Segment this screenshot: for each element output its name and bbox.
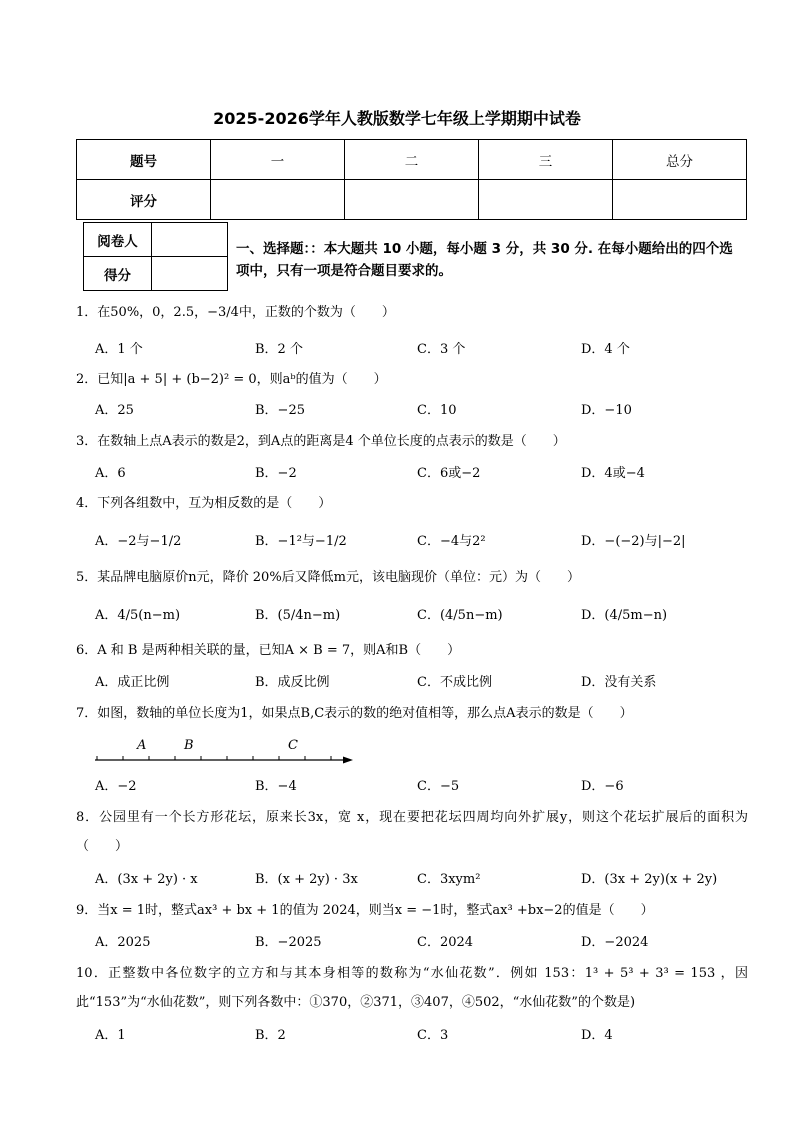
option-d: D．−10 <box>581 403 632 418</box>
score-cell-total <box>613 180 747 220</box>
option-a: A．(3x + 2y) · x <box>95 872 198 887</box>
point-b-label: B <box>184 738 194 753</box>
section-heading: 一、选择题：：本大题共 10 小题，每小题 3 分，共 30 分. 在每小题给出的四个选项中，只有一项是符合题目要求的。 <box>236 241 733 279</box>
option-a: A．−2 <box>95 779 137 794</box>
option-b: B．−2025 <box>255 935 322 950</box>
options-row <box>95 528 755 556</box>
question-stem: 10．正整数中各位数字的立方和与其本身相等的数称为“水仙花数”．例如 153：1³ + 5³ + 3³ = 153 ，因此“153”为“水仙花数”，则下列各数中：①370，②371，③407，④502，“水仙花数”的个数是) <box>76 966 748 1010</box>
number-line-figure <box>95 736 357 766</box>
option-b: B．−25 <box>255 403 305 418</box>
header-part-2: 二 <box>345 140 479 180</box>
options-row <box>95 773 755 801</box>
question-stem: 3．在数轴上点A表示的数是2，到A点的距离是4 个单位长度的点表示的数是（ ） <box>76 434 566 449</box>
option-b: B．2 <box>255 1028 286 1043</box>
option-d: D．4或−4 <box>581 466 645 481</box>
option-c: C．−5 <box>417 779 460 794</box>
option-c: C．(4/5n−m) <box>417 608 503 623</box>
option-a: A．1 个 <box>95 342 143 357</box>
question-stem: 4．下列各组数中，互为相反数的是（ ） <box>76 496 332 511</box>
option-c: C．3 <box>417 1028 449 1043</box>
row-label-score: 评分 <box>77 180 211 220</box>
option-d: D．−2024 <box>581 935 649 950</box>
options-row <box>95 929 755 957</box>
option-b: B．成反比例 <box>255 675 330 690</box>
option-c: C．6或−2 <box>417 466 481 481</box>
option-d: D．(3x + 2y)(x + 2y) <box>581 872 718 887</box>
option-d: D．−6 <box>581 779 624 794</box>
point-c-label: C <box>288 738 298 753</box>
page-title: 2025-2026学年人教版数学七年级上学期期中试卷 <box>213 109 581 128</box>
question-stem: 5．某品牌电脑原价n元，降价 20%后又降低m元，该电脑现价（单位：元）为（ ） <box>76 570 580 585</box>
review-score-label: 得分 <box>84 257 152 291</box>
options-row <box>95 602 755 630</box>
option-a: A．6 <box>95 466 126 481</box>
question-stem: 1．在50%，0，2.5，−3/4中，正数的个数为（ ） <box>76 305 395 320</box>
question-stem: 6．A 和 B 是两种相关联的量，已知A × B = 7，则A和B（ ） <box>76 643 461 658</box>
option-a: A．4/5(n−m) <box>95 608 181 623</box>
option-b: B．−4 <box>255 779 297 794</box>
options-row <box>95 669 755 697</box>
option-c: C．10 <box>417 403 457 418</box>
option-a: A．25 <box>95 403 134 418</box>
option-b: B．(5/4n−m) <box>255 608 341 623</box>
option-b: B．(x + 2y) · 3x <box>255 872 358 887</box>
option-b: B．−2 <box>255 466 297 481</box>
header-total: 总分 <box>613 140 747 180</box>
option-c: C．3xym² <box>417 872 481 887</box>
question-stem: 9．当x = 1时，整式ax³ + bx + 1的值为 2024，则当x = −1时，整式ax³ +bx−2的值是（ ） <box>76 903 654 918</box>
score-table-score-row <box>77 180 747 220</box>
option-c: C．−4与2² <box>417 534 486 549</box>
score-cell-3 <box>479 180 613 220</box>
header-part-3: 三 <box>479 140 613 180</box>
option-d: D．(4/5m−n) <box>581 608 668 623</box>
options-row <box>95 1022 755 1050</box>
option-d: D．4 个 <box>581 342 630 357</box>
reviewer-value <box>152 223 228 257</box>
options-row <box>95 866 755 894</box>
question-stem: 8．公园里有一个长方形花坛，原来长3x，宽 x，现在要把花坛四周均向外扩展y，则这个花坛扩展后的面积为（ ） <box>76 810 748 854</box>
point-a-label: A <box>137 738 147 753</box>
reviewer-label: 阅卷人 <box>84 223 152 257</box>
option-c: C．2024 <box>417 935 474 950</box>
review-box <box>83 222 228 291</box>
option-b: B．2 个 <box>255 342 303 357</box>
question-stem: 2．已知|a + 5| + (b−2)² = 0，则aᵇ的值为（ ） <box>76 372 387 387</box>
option-a: A．1 <box>95 1028 126 1043</box>
option-d: D．没有关系 <box>581 675 657 690</box>
question-stem: 7．如图，数轴的单位长度为1，如果点B,C表示的数的绝对值相等，那么点A表示的数是（ ） <box>76 706 633 721</box>
options-row <box>95 397 755 425</box>
header-question-number: 题号 <box>77 140 211 180</box>
score-table <box>76 139 747 220</box>
header-part-1: 一 <box>211 140 345 180</box>
option-a: A．−2与−1/2 <box>95 534 182 549</box>
option-d: D．4 <box>581 1028 613 1043</box>
review-score-value <box>152 257 228 291</box>
option-c: C．3 个 <box>417 342 466 357</box>
option-d: D．−(−2)与|−2| <box>581 534 686 549</box>
score-table-header-row <box>77 140 747 180</box>
option-c: C．不成比例 <box>417 675 492 690</box>
option-a: A．成正比例 <box>95 675 170 690</box>
number-line-arrow-icon <box>343 757 353 764</box>
option-a: A．2025 <box>95 935 151 950</box>
options-row <box>95 460 755 488</box>
options-row <box>95 336 755 364</box>
score-cell-2 <box>345 180 479 220</box>
option-b: B．−1²与−1/2 <box>255 534 347 549</box>
score-cell-1 <box>211 180 345 220</box>
